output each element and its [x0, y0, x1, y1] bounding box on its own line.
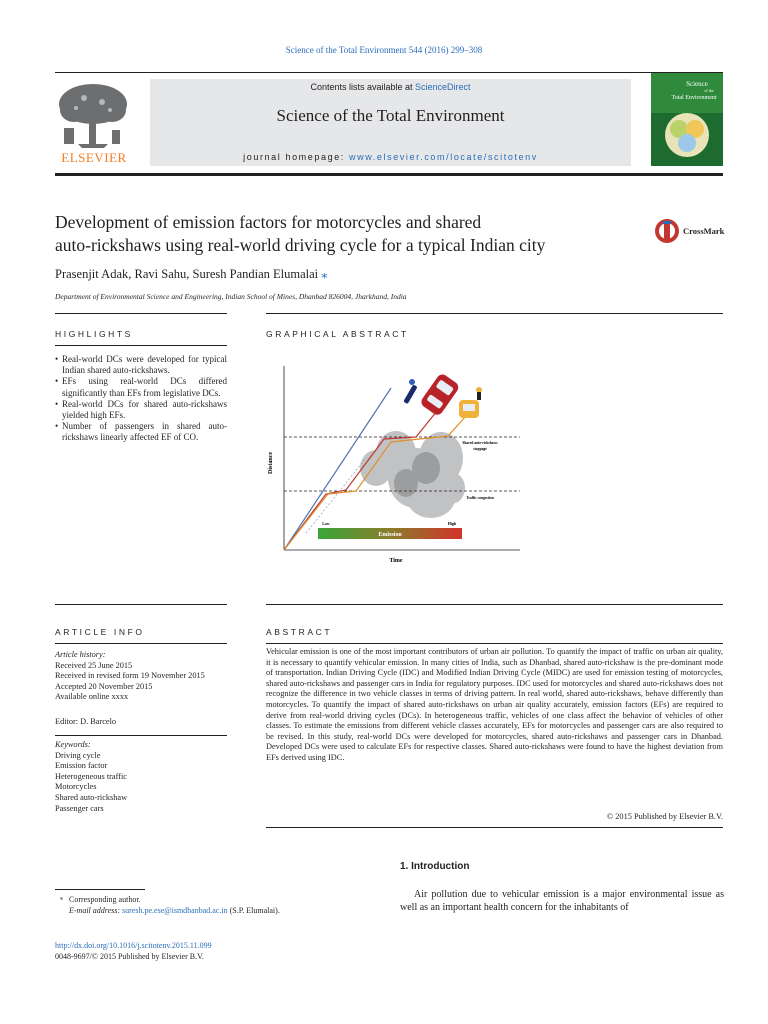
footnote-rule	[55, 889, 145, 890]
history-item: Accepted 20 November 2015	[55, 681, 153, 691]
keywords	[55, 740, 227, 814]
footnote	[60, 894, 360, 916]
highlights-rule	[55, 345, 227, 346]
article-info-rule	[55, 643, 227, 644]
email-suffix: (S.P. Elumalai).	[227, 906, 280, 915]
authors	[55, 266, 328, 282]
title-line-2: auto-rickshaws using real-world driving cycle for a typical Indian city	[55, 235, 546, 255]
header-top-rule	[55, 72, 723, 73]
keyword-item: Passenger cars	[55, 803, 104, 813]
article-title	[55, 211, 625, 257]
journal-citation[interactable]: Science of the Total Environment 544 (2016) 299–308	[285, 45, 483, 55]
emission-low-label: Low	[322, 521, 330, 526]
elsevier-wordmark: ELSEVIER	[61, 150, 127, 165]
keyword-item: Driving cycle	[55, 750, 101, 760]
y-axis-label: Distance	[268, 452, 274, 474]
emission-high-label: High	[447, 521, 457, 526]
highlights-list	[55, 354, 227, 444]
keyword-item: Shared auto-rickshaw	[55, 792, 128, 802]
cover-title-3: Total Environment	[671, 95, 717, 101]
history-item: Received in revised form 19 November 2015	[55, 671, 205, 681]
corresponding-author-note: Corresponding author.	[69, 895, 141, 904]
editor: Editor: D. Barcelo	[55, 717, 117, 726]
journal-cover-image	[651, 73, 723, 166]
header-thick-rule	[55, 173, 723, 176]
history-label: Article history:	[55, 650, 106, 659]
history-item: Received 25 June 2015	[55, 660, 133, 670]
annotation-stoppage-1: Shared auto-rickshaws	[462, 441, 498, 445]
title-line-1: Development of emission factors for motorcycles and shared	[55, 212, 482, 232]
abstract-bottom-rule	[266, 827, 723, 828]
email-link[interactable]: suresh.pe.ese@ismdhanbad.ac.in	[122, 906, 228, 915]
author-names: Prasenjit Adak, Ravi Sahu, Suresh Pandian Elumalai	[55, 267, 319, 281]
graphical-abstract-heading: GRAPHICAL ABSTRACT	[266, 329, 409, 339]
footnote-symbol: ⁎	[60, 896, 63, 902]
doi-block	[55, 940, 212, 962]
doi-link[interactable]: http://dx.doi.org/10.1016/j.scitotenv.2015.11.099	[55, 941, 212, 950]
introduction-text: Air pollution due to vehicular emission is a major environmental issue as well as an important health concern for the inhabitants of	[400, 889, 724, 913]
annotation-congestion: Traffic congestion	[466, 496, 494, 500]
emission-bar-label: Emission	[378, 532, 402, 538]
highlights-heading: HIGHLIGHTS	[55, 329, 133, 339]
journal-title: Science of the Total Environment	[276, 106, 505, 125]
cover-title-1: Science	[686, 80, 708, 88]
homepage-link[interactable]: www.elsevier.com/locate/scitotenv	[349, 152, 538, 162]
highlights-top-rule	[55, 313, 227, 314]
editor-rule	[55, 735, 227, 736]
corresponding-author-mark[interactable]: ⁎	[321, 267, 328, 281]
graphical-abstract-top-rule	[266, 313, 723, 314]
email-label: E-mail address:	[69, 906, 123, 915]
highlight-item: • Real-world DCs were developed for typical Indian shared auto-rickshaws.	[55, 354, 227, 376]
crossmark-icon	[654, 216, 680, 246]
highlight-item: • Real-world DCs for shared auto-rickshaws yielded high EFs.	[55, 399, 227, 421]
crossmark-label: CrossMark	[683, 226, 725, 236]
journal-homepage	[150, 152, 631, 162]
graphical-abstract-figure	[266, 358, 526, 570]
abstract-text: Vehicular emission is one of the most important contributors of urban air pollution. To quantify the impact of traffic on urban air quality, it is necessary to quantify vehicular emission. In many cities of India, such as Dhanbad, shared auto-rickshaw is the pre-dominant mode of transportation. Indian Driving Cycle (IDC) and Modified Indian Driving Cycle (MIDC) are used for emission testing of motorcycles, shared auto-rickshaws and passenger cars in India for regulatory purposes. IDC used for motorcycles and shared auto-rickshaws does not recognize the difference in two vehicle classes in terms of driving pattern. In real world, shared auto-rickshaws, behave differently than motorcycles. To quantify the impact of shared auto-rickshaws on urban air quality accurately, emission factors (EFs) are required to derive from real-world driving cycles (DCs). In heterogeneous traffic, vehicles of one class affect the behavior of vehicles of other classes. To estimate the emissions from different vehicle classes accurately, EFs for motorcycles and passenger cars are also required to be revised. In this study, real-world DCs were developed for motorcycles, shared auto-rickshaws and passenger cars in Dhanbad. Developed DCs were used to calculate EFs for respective classes. Shared auto-rickshaws were found to have the highest deviation from EFs derived using IDC.	[266, 647, 723, 762]
introduction-heading: 1. Introduction	[400, 861, 470, 872]
history-item: Available online xxxx	[55, 692, 129, 702]
contents-line	[150, 82, 631, 92]
homepage-label: journal homepage:	[243, 152, 349, 162]
article-info-heading: ARTICLE INFO	[55, 627, 145, 637]
keywords-label: Keywords:	[55, 740, 91, 749]
highlight-item: • EFs using real-world DCs differed significantly than EFs from legislative DCs.	[55, 376, 227, 398]
abstract-heading: ABSTRACT	[266, 627, 333, 637]
keyword-item: Motorcycles	[55, 782, 97, 792]
keyword-item: Emission factor	[55, 761, 108, 771]
affiliation: Department of Environmental Science and Engineering, Indian School of Mines, Dhanbad 826004, Jharkhand, India	[55, 292, 407, 301]
keyword-item: Heterogeneous traffic	[55, 771, 127, 781]
abstract-copyright: © 2015 Published by Elsevier B.V.	[606, 812, 723, 821]
sciencedirect-link[interactable]: ScienceDirect	[415, 82, 471, 92]
abstract-top-rule	[266, 604, 723, 605]
cover-title-2: of the	[704, 88, 714, 93]
contents-prefix: Contents lists available at	[310, 82, 416, 92]
issn-line: 0048-9697/© 2015 Published by Elsevier B.V.	[55, 952, 204, 961]
article-info-top-rule	[55, 604, 227, 605]
annotation-stoppage-2: stoppage	[473, 447, 487, 451]
article-history	[55, 650, 227, 703]
x-axis-label: Time	[389, 558, 403, 564]
abstract-rule	[266, 643, 723, 644]
crossmark-badge[interactable]	[654, 216, 734, 246]
highlight-item: • Number of passengers in shared auto-rickshaws linearly affected EF of CO.	[55, 421, 227, 443]
